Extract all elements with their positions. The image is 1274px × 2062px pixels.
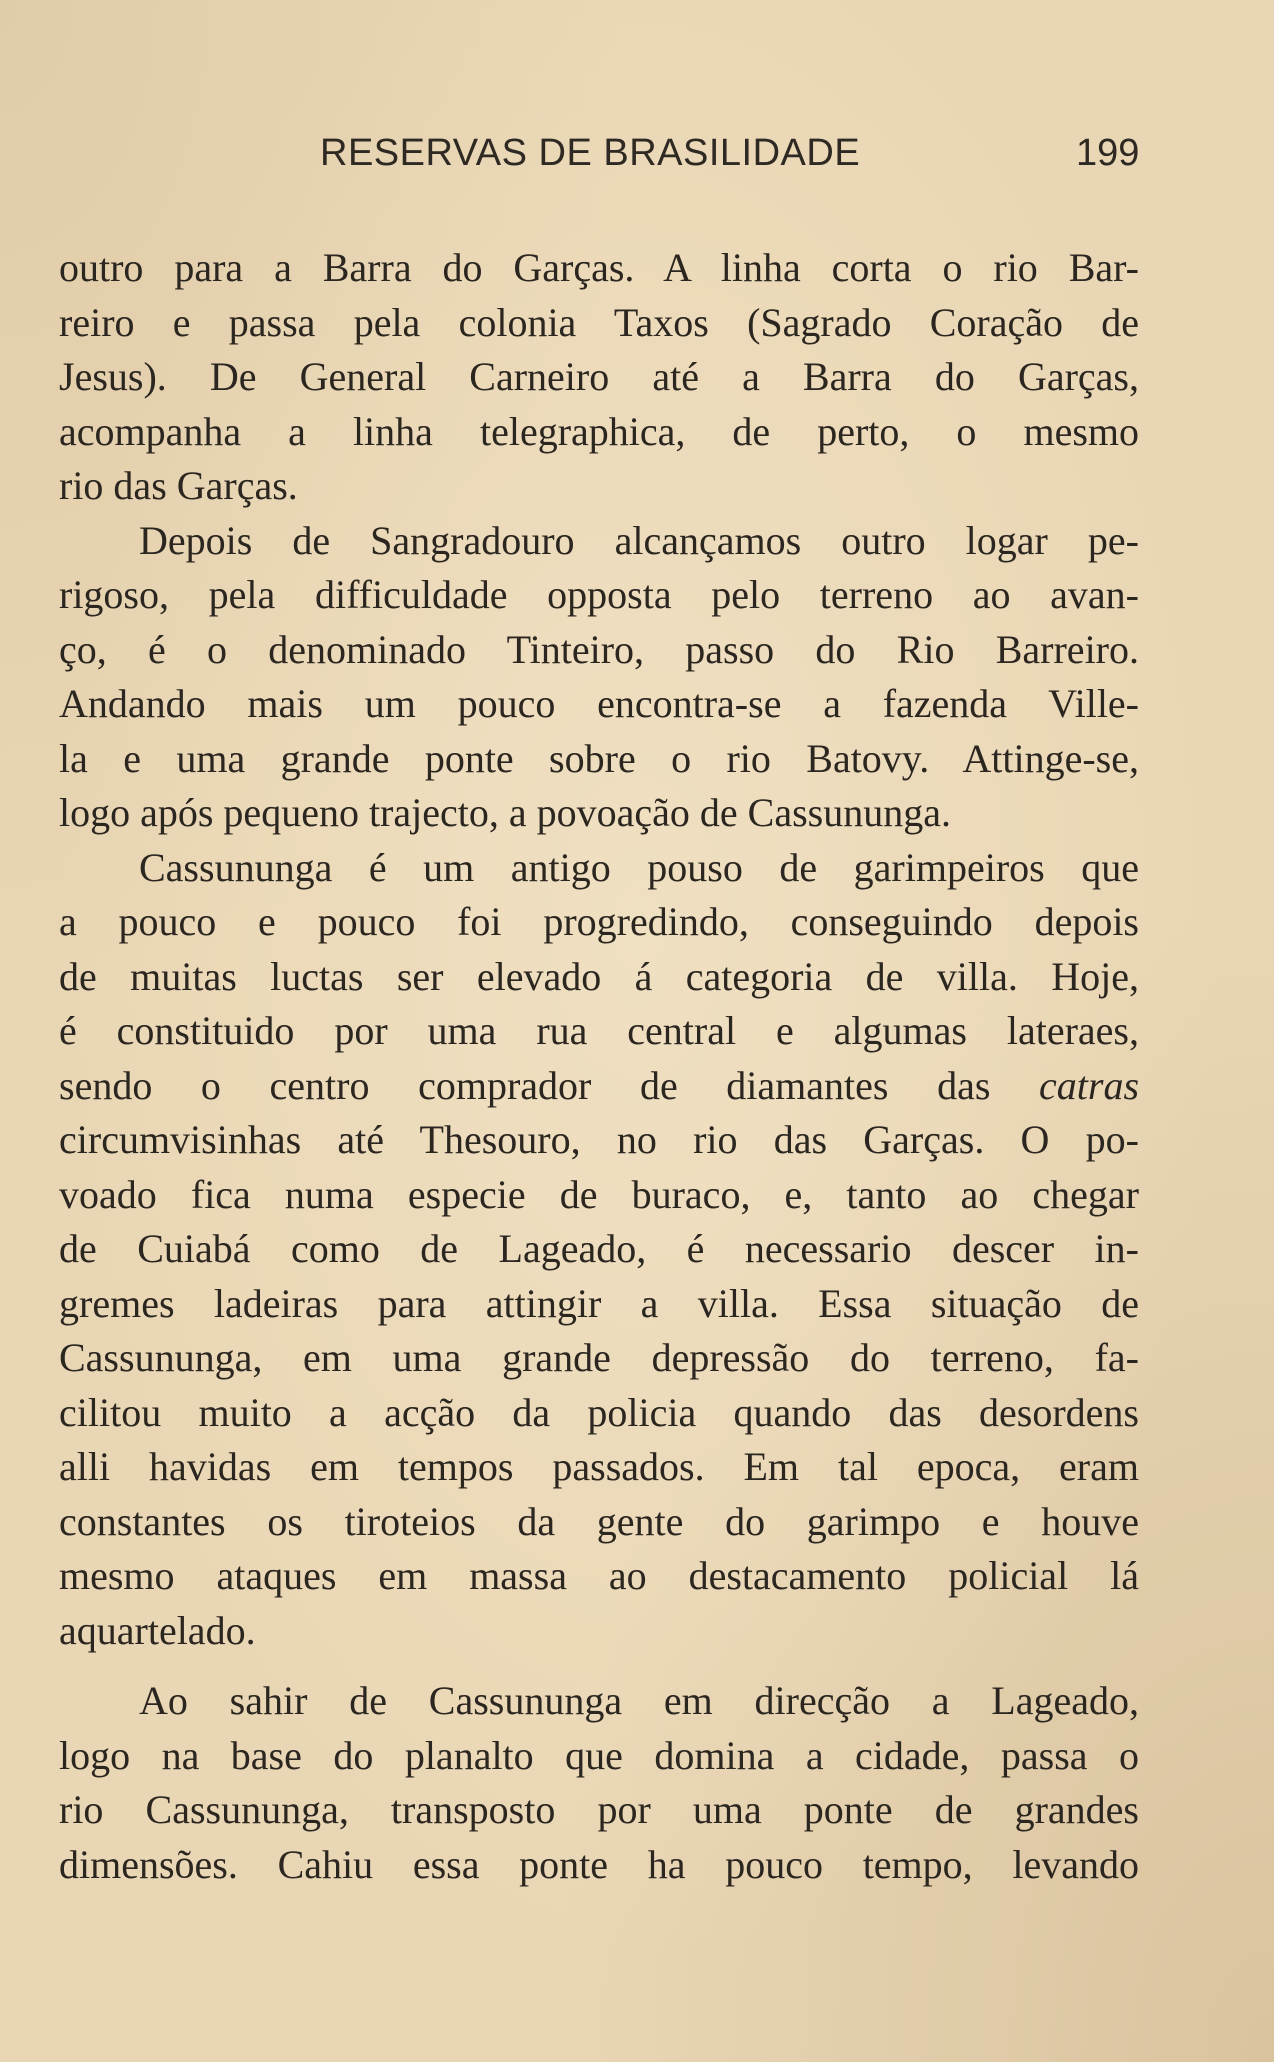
text-line: dimensões. Cahiu essa ponte ha pouco tempo, levando — [59, 1841, 1139, 1887]
text-line: rio das Garças. — [59, 463, 298, 508]
text-line: la e uma grande ponte sobre o rio Batovy. Attinge-se, — [59, 735, 1139, 781]
running-head — [0, 132, 1274, 182]
text-line: rigoso, pela difficuldade opposta pelo terreno ao avan- — [59, 572, 1139, 617]
text-line: mesmo ataques em massa ao destacamento policial lá — [59, 1553, 1139, 1598]
text-line: ço, é o denominado Tinteiro, passo do Rio Barreiro. — [59, 626, 1139, 672]
text-line: Jesus). De General Carneiro até a Barra do Garças, — [59, 354, 1139, 399]
text-line: reiro e passa pela colonia Taxos (Sagrado Coração de — [59, 299, 1139, 345]
text-line: outro para a Barra do Garças. A linha corta o rio Bar- — [59, 245, 1139, 290]
page-number: 199 — [1076, 132, 1140, 174]
body-text — [59, 241, 1139, 1892]
text-line — [59, 1059, 1139, 1114]
text-line: Andando mais um pouco encontra-se a fazenda Ville- — [59, 681, 1139, 726]
text-line: Ao sahir de Cassununga em direcção a Lageado, — [139, 1678, 1139, 1723]
text-line: Depois de Sangradouro alcançamos outro logar pe- — [139, 517, 1139, 563]
italic-word: catras — [1039, 1062, 1140, 1108]
text-run: sendo o centro comprador de diamantes das — [59, 1062, 991, 1108]
text-line: de Cuiabá como de Lageado, é necessario descer in- — [59, 1226, 1139, 1271]
text-line: Cassununga é um antigo pouso de garimpeiros que — [139, 844, 1139, 890]
text-line: aquartelado. — [59, 1607, 256, 1653]
running-title: RESERVAS DE BRASILIDADE — [320, 132, 861, 174]
text-line: circumvisinhas até Thesouro, no rio das Garças. O po- — [59, 1117, 1139, 1162]
text-line: constantes os tiroteios da gente do garimpo e houve — [59, 1498, 1139, 1544]
text-line: de muitas luctas ser elevado á categoria de villa. Hoje, — [59, 953, 1139, 999]
text-line: voado fica numa especie de buraco, e, tanto ao chegar — [59, 1171, 1139, 1217]
text-line: alli havidas em tempos passados. Em tal epoca, eram — [59, 1444, 1139, 1489]
text-line: gremes ladeiras para attingir a villa. Essa situação de — [59, 1280, 1139, 1326]
text-line: cilitou muito a acção da policia quando das desordens — [59, 1389, 1139, 1435]
text-line: é constituido por uma rua central e algumas lateraes, — [59, 1008, 1139, 1053]
text-line: logo na base do planalto que domina a cidade, passa o — [59, 1732, 1139, 1778]
paragraph-gap — [59, 1658, 1139, 1674]
text-line: logo após pequeno trajecto, a povoação de Cassununga. — [59, 790, 951, 835]
text-line: rio Cassununga, transposto por uma ponte de grandes — [59, 1787, 1139, 1832]
text-line: a pouco e pouco foi progredindo, conseguindo depois — [59, 899, 1139, 944]
text-line: Cassununga, em uma grande depressão do terreno, fa- — [59, 1335, 1139, 1380]
text-line: acompanha a linha telegraphica, de perto, o mesmo — [59, 408, 1139, 454]
